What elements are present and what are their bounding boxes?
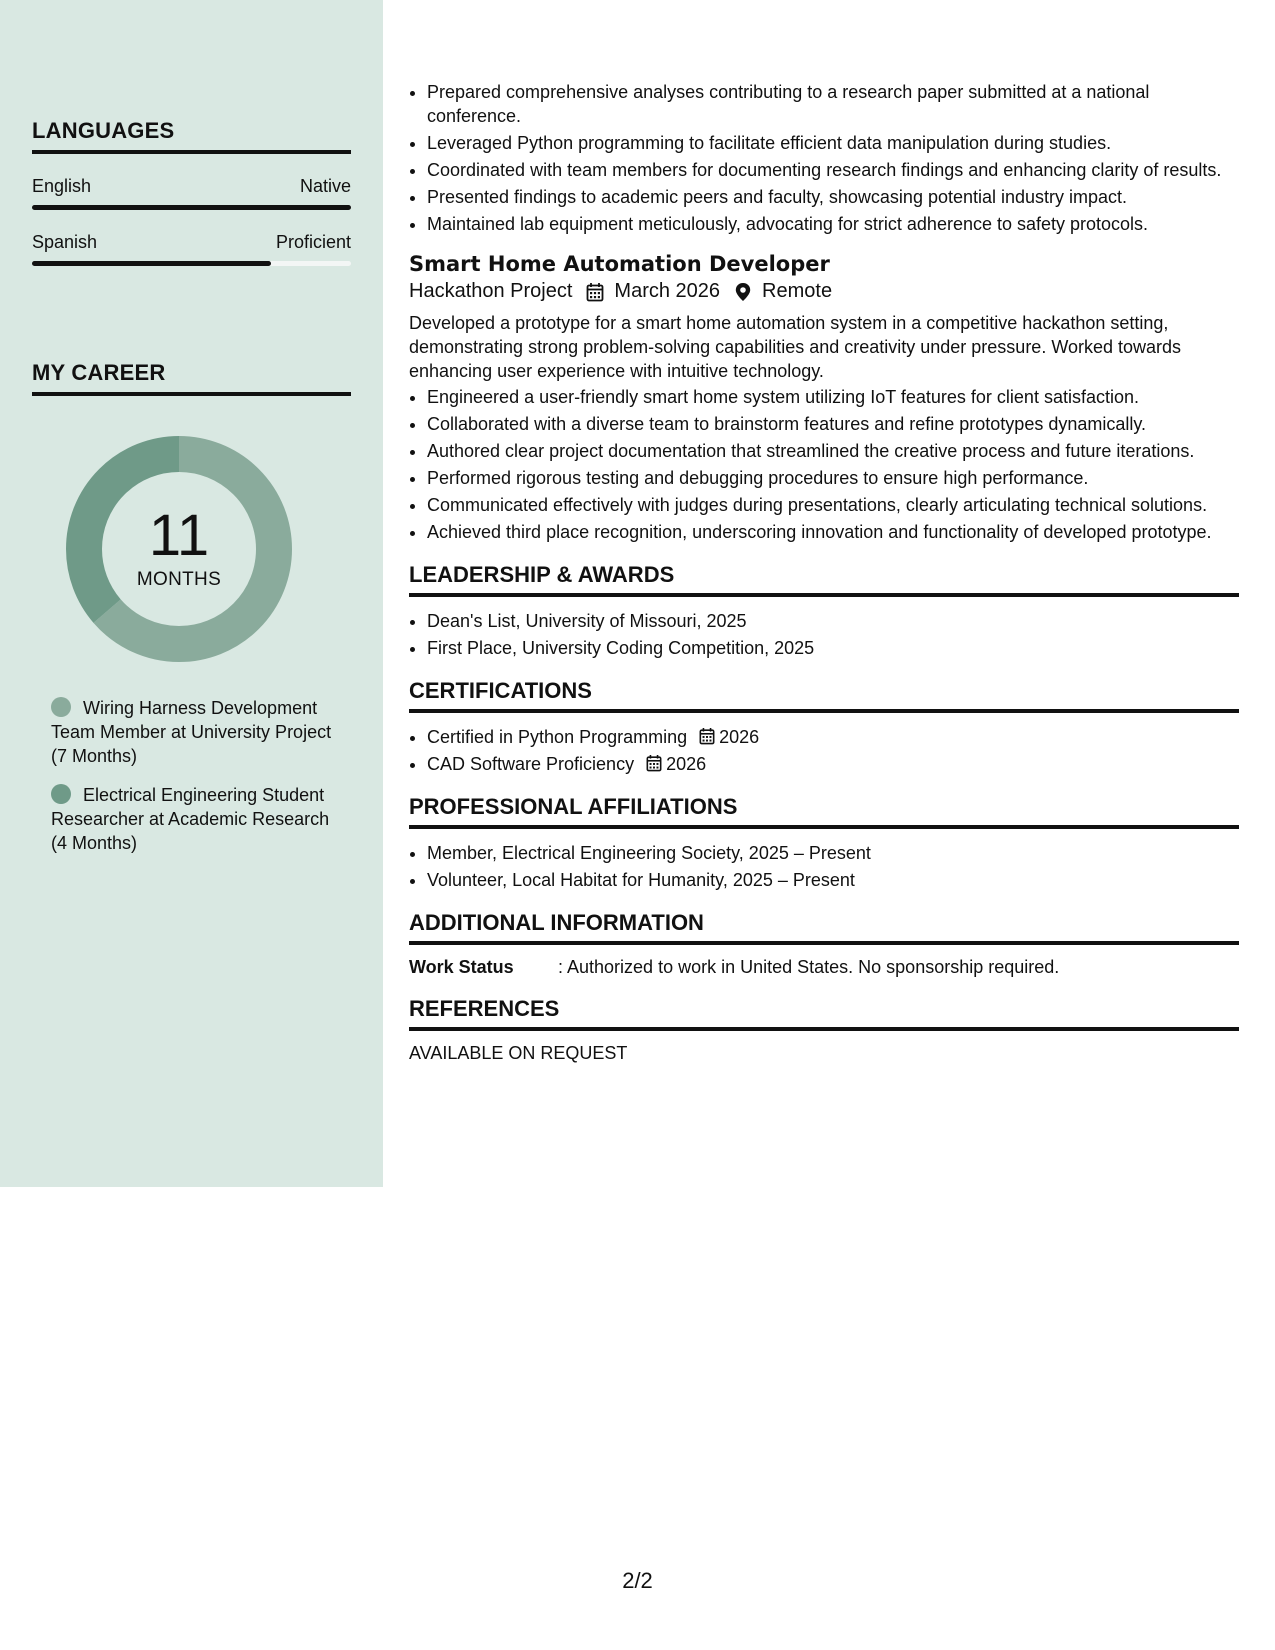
language-name: English [32, 176, 92, 196]
list-item: • Collaborated with a diverse team to brainstorm features and refine prototypes dynamically. [427, 412, 1239, 436]
career-legend-item [51, 783, 341, 855]
calendar-icon [646, 754, 662, 772]
affiliations-list [409, 841, 1239, 892]
language-proficiency-fill [32, 205, 351, 210]
language-item [32, 232, 351, 266]
list-item: • Achieved third place recognition, underscoring innovation and functionality of developed prototype. [427, 520, 1239, 544]
list-item: • Member, Electrical Engineering Society, 2025 – Present [427, 841, 1239, 865]
additional-info-heading: ADDITIONAL INFORMATION [409, 910, 1239, 945]
language-level: Native [299, 176, 351, 196]
references-heading: REFERENCES [409, 996, 1239, 1031]
list-item [427, 752, 1239, 776]
career-legend-item [51, 696, 341, 768]
certifications-list [409, 725, 1239, 776]
job-org: Hackathon Project [409, 280, 573, 302]
career-heading: MY CAREER [32, 360, 351, 396]
job-meta [409, 280, 1239, 303]
certification-name: Certified in Python Programming [427, 727, 688, 747]
work-status-label: Work Status [409, 957, 514, 977]
list-item: • Authored clear project documentation that streamlined the creative process and future iterations. [427, 439, 1239, 463]
list-item: • Presented findings to academic peers and faculty, showcasing potential industry impact. [427, 185, 1239, 209]
references-text: AVAILABLE ON REQUEST [409, 1043, 628, 1063]
language-proficiency-fill [32, 261, 271, 266]
certifications-heading: CERTIFICATIONS [409, 678, 1239, 713]
career-total-value: 11 [148, 503, 210, 568]
language-name: Spanish [32, 232, 98, 252]
list-item: • Coordinated with team members for documenting research findings and enhancing clarity of results. [427, 158, 1239, 182]
list-item: • Volunteer, Local Habitat for Humanity, 2025 – Present [427, 868, 1239, 892]
list-item: • Communicated effectively with judges during presentations, clearly articulating technical solutions. [427, 493, 1239, 517]
career-legend-label: Wiring Harness Development Team Member at University Project (7 Months) [51, 698, 332, 766]
job-description: Developed a prototype for a smart home automation system in a competitive hackathon setting, demonstrating strong problem-solving capabilities and creativity under pressure. Worked towards enhancing user experience with intuitive technology. [409, 313, 1182, 381]
legend-dot-icon [51, 784, 71, 804]
job-date: March 2026 [614, 280, 721, 302]
job-location: Remote [762, 280, 833, 302]
list-item: • Engineered a user-friendly smart home system utilizing IoT features for client satisfaction. [427, 385, 1239, 409]
leadership-list [409, 609, 1239, 660]
job-bullets [409, 385, 1239, 544]
languages-heading: LANGUAGES [32, 118, 351, 154]
work-status-value: : Authorized to work in United States. No sponsorship required. [558, 957, 1060, 977]
work-status-row [409, 957, 1239, 978]
list-item: • Dean's List, University of Missouri, 2025 [427, 609, 1239, 633]
career-legend [51, 696, 341, 870]
main-content [409, 80, 1239, 1064]
career-total-unit: MONTHS [136, 569, 222, 590]
language-proficiency-bar [32, 205, 351, 210]
affiliations-heading: PROFESSIONAL AFFILIATIONS [409, 794, 1239, 829]
sidebar [0, 0, 383, 1187]
language-level: Proficient [275, 232, 351, 252]
certification-year: 2026 [666, 754, 707, 774]
career-section [32, 360, 351, 396]
calendar-icon [586, 282, 604, 302]
career-legend-label: Electrical Engineering Student Researcher at Academic Research (4 Months) [51, 785, 330, 853]
list-item: • First Place, University Coding Competition, 2025 [427, 636, 1239, 660]
list-item: • Prepared comprehensive analyses contributing to a research paper submitted at a national conference. [427, 80, 1239, 128]
job-title: Smart Home Automation Developer [409, 252, 830, 276]
list-item: • Leveraged Python programming to facilitate efficient data manipulation during studies. [427, 131, 1239, 155]
career-donut-chart [66, 436, 292, 662]
legend-dot-icon [51, 697, 71, 717]
list-item [427, 725, 1239, 749]
certification-name: CAD Software Proficiency [427, 754, 635, 774]
language-item [32, 176, 351, 210]
languages-section [32, 118, 351, 266]
prev-job-bullets [409, 80, 1239, 236]
list-item: • Maintained lab equipment meticulously, advocating for strict adherence to safety protocols. [427, 212, 1239, 236]
page-number: 2/2 [622, 1568, 653, 1593]
location-pin-icon [734, 282, 752, 302]
language-proficiency-bar [32, 261, 351, 266]
certification-year: 2026 [719, 727, 760, 747]
list-item: • Performed rigorous testing and debugging procedures to ensure high performance. [427, 466, 1239, 490]
leadership-heading: LEADERSHIP & AWARDS [409, 562, 1239, 597]
calendar-icon [699, 727, 715, 745]
